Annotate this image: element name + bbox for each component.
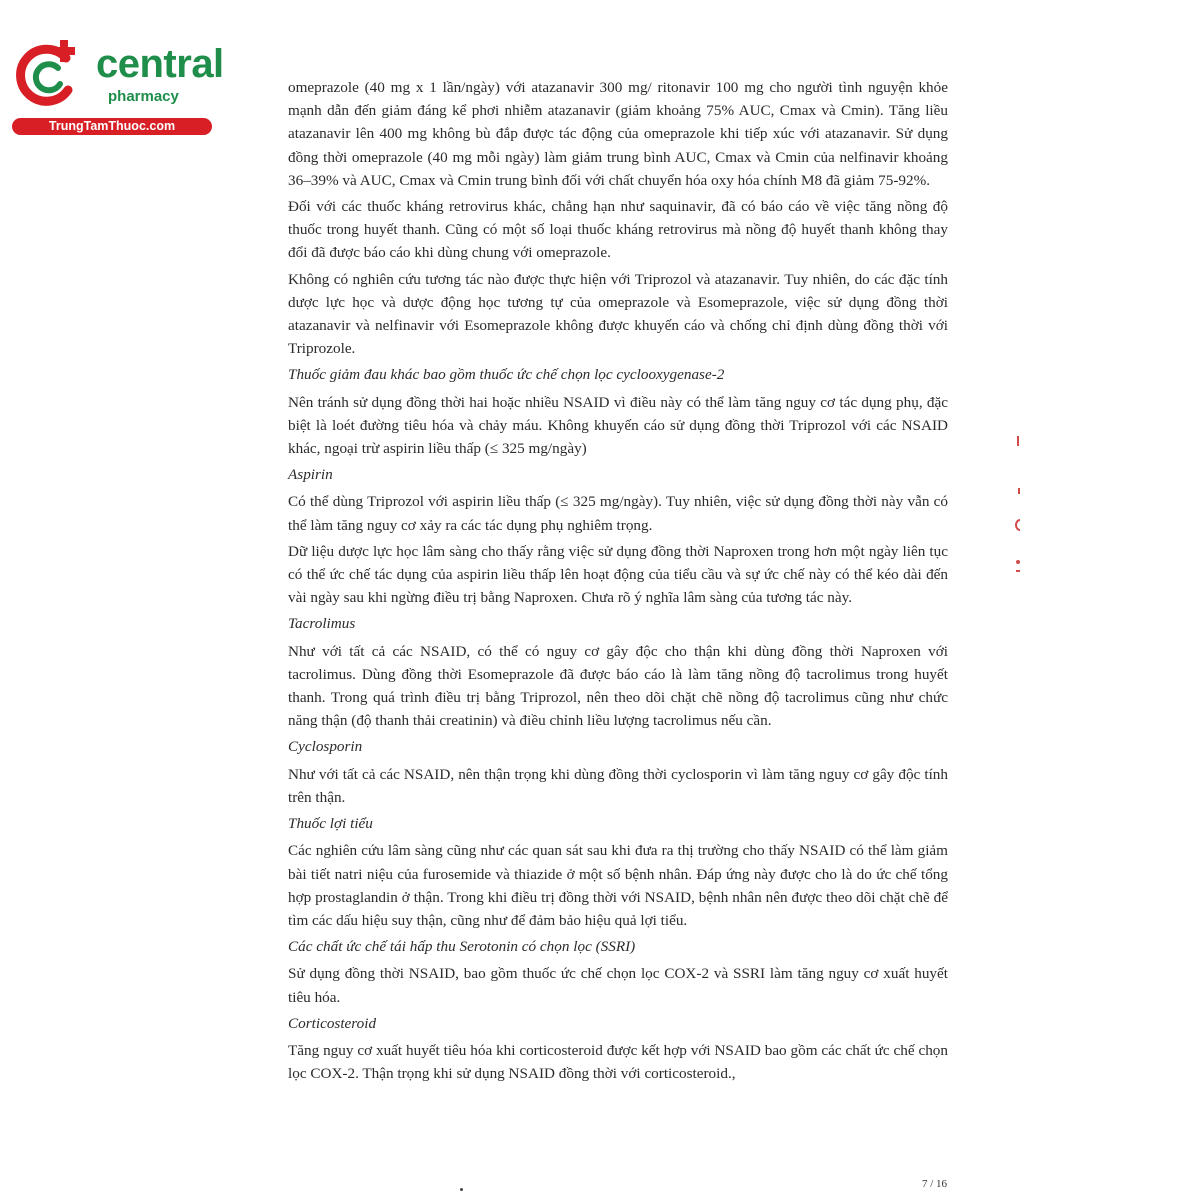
central-pharmacy-logo-icon [10, 36, 90, 116]
paragraph: Như với tất cả các NSAID, nên thận trọng khi dùng đồng thời cyclosporin vì làm tăng nguy cơ gây độc tính trên thận. [288, 765, 948, 806]
paragraph: Đối với các thuốc kháng retrovirus khác, chẳng hạn như saquinavir, đã có báo cáo về việc tăng nồng độ thuốc trong huyết thanh. Cũng có một số loại thuốc kháng retrovirus mà nồng độ huyết thanh không thay đổi đã được báo cáo khi dùng chung với omeprazole. [288, 198, 948, 262]
paragraph: Dữ liệu dược lực học lâm sàng cho thấy rằng việc sử dụng đồng thời Naproxen trong hơn một ngày liên tục có thể ức chế tác dụng của aspirin liều thấp lên hoạt động của tiểu cầu và sự ức chế này có thể kéo dài đến vài ngày sau khi ngừng điều trị bằng Naproxen. Chưa rõ ý nghĩa lâm sàng của tương tác này. [288, 542, 948, 607]
document-body [288, 76, 948, 1088]
brand-logo [10, 36, 224, 136]
page-number: 7 / 16 [921, 1178, 947, 1190]
paragraph: Như với tất cả các NSAID, có thể có nguy cơ gây độc cho thận khi dùng đồng thời Naproxen với tacrolimus. Dùng đồng thời Esomeprazole đã được báo cáo là làm tăng nồng độ tacrolimus trong huyết thanh. Trong quá trình điều trị bằng Triprozol, nên theo dõi chặt chẽ nồng độ tacrolimus cũng như chức năng thận (độ thanh thải creatinin) và điều chỉnh liều lượng tacrolimus nếu cần. [288, 642, 948, 730]
section-heading: Aspirin [288, 466, 333, 484]
stamp-marks [1012, 430, 1024, 590]
section-heading: Tacrolimus [288, 615, 356, 633]
brand-sub: pharmacy [108, 88, 179, 105]
section-heading: Thuốc giảm đau khác bao gồm thuốc ức chế chọn lọc cyclooxygenase-2 [288, 366, 725, 384]
paragraph: Có thể dùng Triprozol với aspirin liều thấp (≤ 325 mg/ngày). Tuy nhiên, việc sử dụng đồng thời này vẫn có thể làm tăng nguy cơ xảy ra các tác dụng phụ nghiêm trọng. [288, 493, 948, 534]
section-heading: Thuốc lợi tiểu [288, 815, 373, 833]
paragraph: omeprazole (40 mg x 1 lần/ngày) với atazanavir 300 mg/ ritonavir 100 mg cho người tình nguyện khỏe mạnh dẫn đến giảm đáng kể phơi nhiễm atazanavir (giảm khoảng 75% AUC, Cmax và Cmin). Tăng liều atazanavir lên 400 mg không bù đắp được tác động của omeprazole khi tiếp xúc với atazanavir. Sử dụng đồng thời omeprazole (40 mg mỗi ngày) làm giảm trung bình AUC, Cmax và Cmin của nelfinavir khoảng 36–39% và AUC, Cmax và Cmin trung bình đối với chất chuyển hóa oxy hóa chính M8 đã giảm 75-92%. [288, 79, 948, 189]
paragraph: Các nghiên cứu lâm sàng cũng như các quan sát sau khi đưa ra thị trường cho thấy NSAID có thể làm giảm bài tiết natri niệu của furosemide và thiazide ở một số bệnh nhân. Đáp ứng này được cho là do ức chế tổng hợp prostaglandin ở thận. Trong khi điều trị đồng thời với NSAID, bệnh nhân nên được theo dõi chặt chẽ để tìm các dấu hiệu suy thận, cũng như để đảm bảo hiệu quả lợi tiểu. [288, 842, 948, 929]
section-heading: Các chất ức chế tái hấp thu Serotonin có chọn lọc (SSRI) [288, 938, 636, 956]
scan-speck [460, 1188, 463, 1191]
paragraph: Sử dụng đồng thời NSAID, bao gồm thuốc ức chế chọn lọc COX-2 và SSRI làm tăng nguy cơ xuất huyết tiêu hóa. [288, 965, 948, 1006]
paragraph: Không có nghiên cứu tương tác nào được thực hiện với Triprozol và atazanavir. Tuy nhiên, do các đặc tính dược lực học và dược động học tương tự của omeprazole và Esomeprazole, việc sử dụng đồng thời atazanavir và nelfinavir với Esomeprazole không được khuyến cáo và chống chỉ định dùng đồng thời với Triprozole. [288, 270, 948, 358]
paragraph: Nên tránh sử dụng đồng thời hai hoặc nhiều NSAID vì điều này có thể làm tăng nguy cơ tác dụng phụ, đặc biệt là loét đường tiêu hóa và chảy máu. Không khuyến cáo sử dụng đồng thời Triprozol với các NSAID khác, ngoại trừ aspirin liều thấp (≤ 325 mg/ngày) [288, 393, 948, 458]
brand-site: TrungTamThuoc.com [12, 118, 212, 135]
paragraph: Tăng nguy cơ xuất huyết tiêu hóa khi corticosteroid được kết hợp với NSAID bao gồm các chất ức chế chọn lọc COX-2. Thận trọng khi sử dụng NSAID đồng thời với corticosteroid., [288, 1041, 948, 1083]
section-heading: Corticosteroid [288, 1014, 377, 1032]
section-heading: Cyclosporin [288, 738, 363, 756]
brand-name: central [96, 42, 224, 86]
